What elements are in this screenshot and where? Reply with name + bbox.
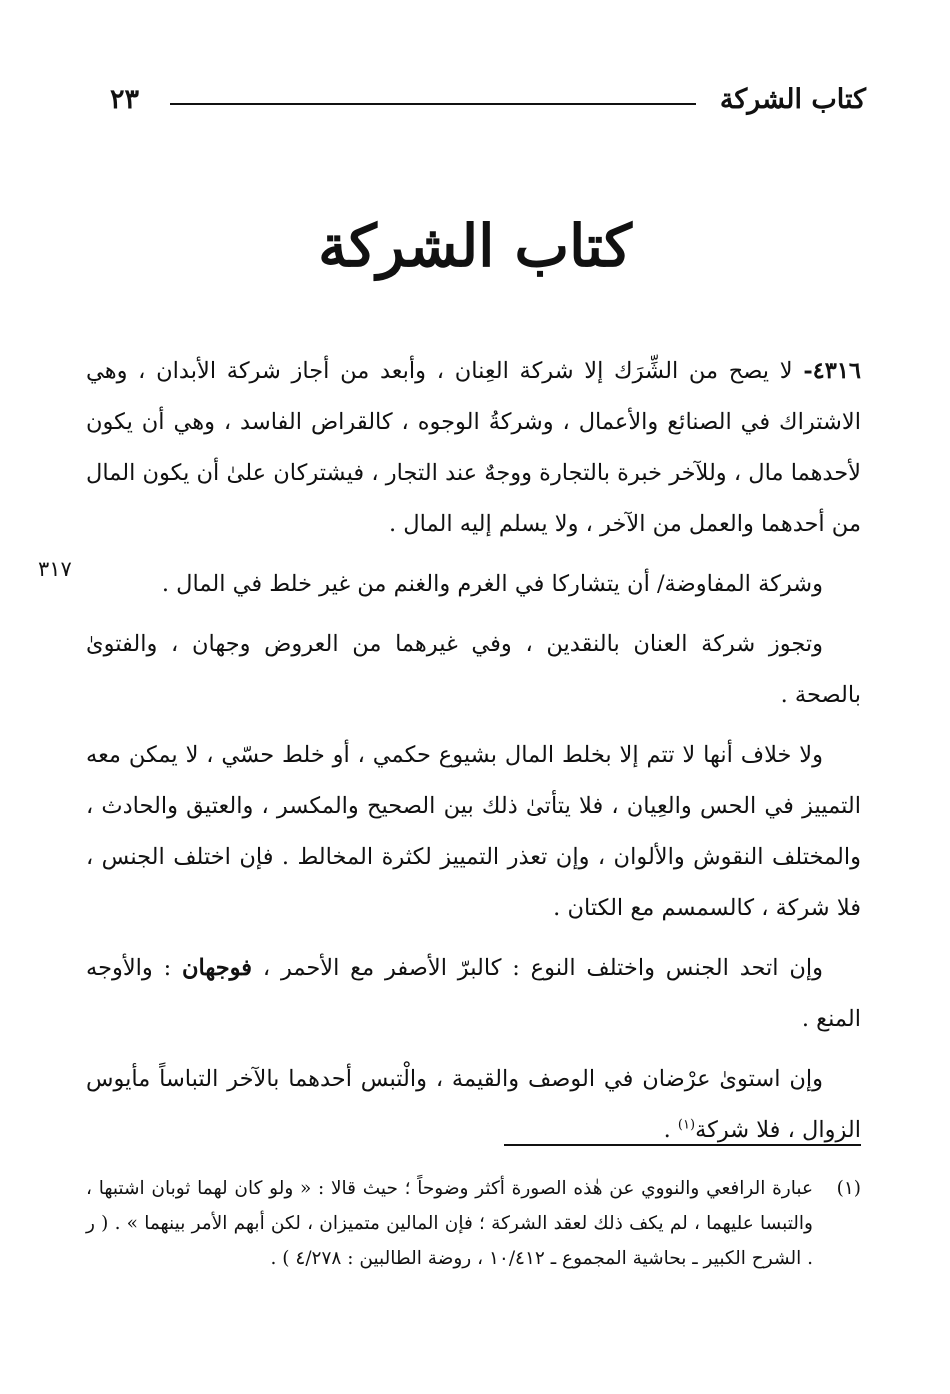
page-number: ٢٣: [110, 84, 140, 115]
paragraph-goods: [86, 1054, 861, 1156]
body-text: [86, 346, 861, 1165]
paragraph-issue-4316: [86, 346, 861, 550]
footnote-text: عبارة الرافعي والنووي عن هٰذه الصورة أكثر وضوحاً ؛ حيث قالا : « ولو كان لهما ثوبان اشتبها ، والتبسا عليهما ، لم يكف ذلك لعقد الشركة ؛ فإن المالين متميزان ، لكن أبهم الأمر بينهما » . ( ر . الشرح الكبير ـ بحاشية المجموع ـ ١٠/٤١٢ ، روضة الطالبين : ٤/٢٧٨ ) .: [86, 1178, 813, 1269]
footnote-separator: [504, 1144, 861, 1146]
margin-page-reference: ٣١٧: [38, 557, 72, 581]
header-book-title: كتاب الشركة: [719, 84, 866, 115]
running-header: [110, 82, 866, 122]
bold-term: فوجهان: [182, 955, 253, 981]
footnote: [86, 1171, 861, 1276]
paragraph-inan: وتجوز شركة العنان بالنقدين ، وفي غيرهما من العروض وجهان ، والفتوىٰ بالصحة .: [86, 631, 861, 708]
paragraph-text: .: [663, 1117, 678, 1143]
paragraph-mufawada: وشركة المفاوضة/ أن يتشاركا في الغرم والغنم من غير خلط في المال .: [161, 571, 823, 597]
issue-number: ٤٣١٦-: [803, 358, 861, 384]
paragraph-text: وإن استوىٰ عرْضان في الوصف والقيمة ، والْتبس أحدهما بالآخر التباساً مأيوس الزوال ، فلا شركة: [86, 1066, 861, 1143]
chapter-heading: كتاب الشركة: [318, 212, 632, 280]
paragraph-text: لا يصح من الشِّرَك إلا شركة العِنان ، وأبعد من أجاز شركة الأبدان ، وهي الاشتراك في الصنائع والأعمال ، وشركةُ الوجوه ، كالقراض الفاسد ، وهي أن يكون لأحدهما مال ، وللآخر خبرة بالتجارة ووجهٌ عند التجار ، فيشتركان علىٰ أن يكون المال من أحدهما والعمل من الآخر ، ولا يسلم إليه المال .: [86, 358, 861, 537]
footnote-marker: (١): [836, 1178, 861, 1199]
footnote-reference: (١): [677, 1117, 696, 1133]
header-rule: [170, 103, 696, 105]
footnotes: [86, 1171, 861, 1276]
paragraph-text: : والأوجه المنع .: [86, 955, 861, 1032]
paragraph-mixing: ولا خلاف أنها لا تتم إلا بخلط المال بشيوع حكمي ، أو خلط حسّي ، لا يمكن معه التمييز في الحس والعِيان ، فلا يتأتىٰ ذلك بين الصحيح والمكسر ، والعتيق والحادث ، والمختلف النقوش والألوان ، وإن تعذر التمييز لكثرة المخالط . فإن اختلف الجنس ، فلا شركة ، كالسمسم مع الكتان .: [86, 742, 861, 921]
paragraph-same-genus: [86, 943, 861, 1045]
paragraph-text: وإن اتحد الجنس واختلف النوع : كالبرّ الأصفر مع الأحمر ،: [252, 955, 823, 981]
